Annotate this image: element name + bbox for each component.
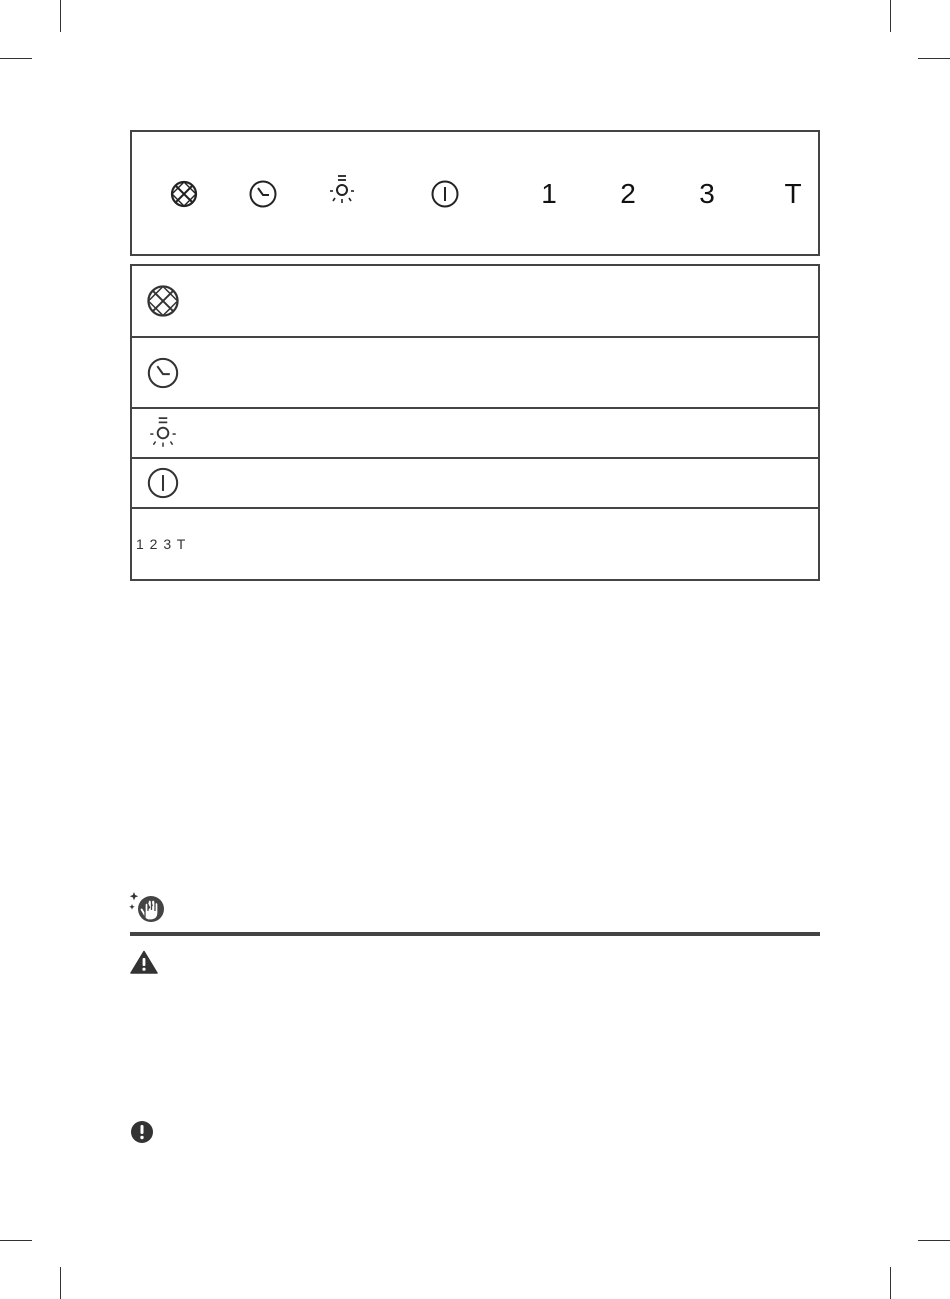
- turbo-button[interactable]: T: [784, 178, 802, 209]
- control-panel: [130, 130, 820, 256]
- crop-mark: [60, 0, 61, 32]
- speed-1-button[interactable]: 1: [541, 178, 557, 209]
- timer-clock-icon[interactable]: [248, 179, 278, 209]
- speed-3-button[interactable]: 3: [699, 178, 715, 209]
- warning-triangle-icon: [130, 950, 158, 974]
- speeds-label: 1 2 3 T: [136, 536, 187, 552]
- speed-2-button[interactable]: 2: [620, 178, 636, 209]
- light-bulb-icon[interactable]: [327, 174, 357, 206]
- fan-grid-icon[interactable]: [170, 180, 198, 208]
- legend-table: [130, 264, 820, 581]
- light-bulb-icon: [147, 416, 179, 450]
- crop-mark: [918, 1240, 950, 1241]
- power-icon: [146, 466, 180, 500]
- legend-row-speeds: [132, 509, 818, 579]
- legend-row-light: [132, 409, 818, 459]
- crop-mark: [0, 1240, 32, 1241]
- legend-row-fan: [132, 266, 818, 338]
- fan-grid-icon: [146, 284, 180, 318]
- power-icon[interactable]: [430, 179, 460, 209]
- crop-mark: [890, 0, 891, 32]
- exclamation-circle-icon: [130, 1120, 154, 1144]
- legend-row-timer: [132, 338, 818, 409]
- crop-mark: [60, 1267, 61, 1299]
- legend-row-power: [132, 459, 818, 509]
- crop-mark: [0, 58, 32, 59]
- timer-clock-icon: [146, 356, 180, 390]
- cleaning-hand-icon: [128, 888, 166, 926]
- crop-mark: [890, 1267, 891, 1299]
- section-divider: [130, 932, 820, 936]
- crop-mark: [918, 58, 950, 59]
